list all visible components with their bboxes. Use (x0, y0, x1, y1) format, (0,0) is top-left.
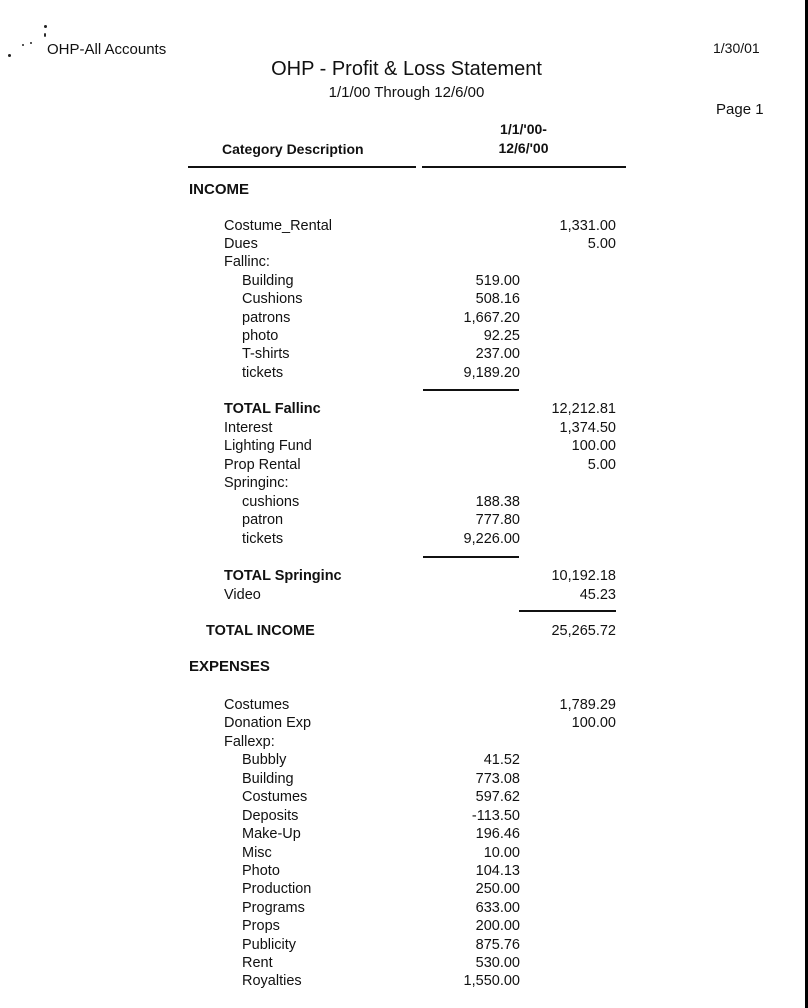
springinc-item-label: patron (242, 512, 284, 528)
fallexp-item-label: Misc (242, 845, 272, 861)
fallinc-item-value: 1,667.20 (463, 310, 520, 326)
prop-rental-value: 5.00 (587, 457, 616, 473)
fallinc-item-value: 519.00 (475, 273, 520, 289)
header-rule-category (188, 166, 416, 168)
springinc-item-value: 777.80 (475, 512, 520, 528)
interest-value: 1,374.50 (559, 420, 616, 436)
fallinc-subtotal-rule (423, 389, 519, 391)
fallexp-item-value: 200.00 (475, 918, 520, 934)
expenses-heading: EXPENSES (189, 658, 270, 675)
fallexp-item-label: Deposits (242, 808, 299, 824)
income-heading: INCOME (189, 181, 249, 198)
fallinc-total-value: 12,212.81 (551, 401, 616, 417)
prop-rental-label: Prop Rental (224, 457, 301, 473)
fallexp-item-value: -113.50 (471, 808, 520, 824)
springinc-item-value: 188.38 (475, 494, 520, 510)
period-header-line2: 12/6/'00 (498, 140, 549, 156)
fallexp-item-label: Royalties (242, 973, 302, 989)
fallexp-item-value: 773.08 (475, 771, 520, 787)
fallinc-item-value: 237.00 (475, 346, 520, 362)
income-total-rule (519, 610, 616, 612)
income-total-value: 25,265.72 (551, 623, 616, 639)
fallexp-item-value: 250.00 (475, 881, 520, 897)
fallexp-item-value: 104.13 (475, 863, 520, 879)
dues-label: Dues (224, 236, 258, 252)
report-date: 1/30/01 (713, 40, 760, 56)
fallexp-item-value: 875.76 (475, 937, 520, 953)
fallexp-item-value: 530.00 (475, 955, 520, 971)
page-number: Page 1 (716, 101, 764, 118)
fallexp-item-value: 196.46 (475, 826, 520, 842)
category-column-header: Category Description (222, 141, 364, 157)
fallinc-item-value: 92.25 (483, 328, 520, 344)
scan-speck (44, 33, 46, 37)
fallexp-item-label: Programs (242, 900, 305, 916)
costume-rental-label: Costume_Rental (224, 218, 332, 234)
springinc-item-label: cushions (242, 494, 300, 510)
fallinc-item-label: Cushions (242, 291, 303, 307)
header-rule-period (422, 166, 626, 168)
fallexp-item-label: Props (242, 918, 280, 934)
fallinc-item-value: 9,189.20 (463, 365, 520, 381)
costumes-value: 1,789.29 (559, 697, 616, 713)
lighting-fund-label: Lighting Fund (224, 438, 312, 454)
account-name: OHP-All Accounts (47, 41, 167, 58)
video-label: Video (224, 587, 261, 603)
donation-exp-value: 100.00 (571, 715, 616, 731)
date-range: 1/1/00 Through 12/6/00 (328, 84, 485, 101)
fallexp-item-value: 1,550.00 (463, 973, 520, 989)
video-value: 45.23 (579, 587, 616, 603)
dues-value: 5.00 (587, 236, 616, 252)
springinc-label: Springinc: (224, 475, 289, 491)
income-total-label: TOTAL INCOME (206, 623, 315, 639)
springinc-total-value: 10,192.18 (551, 568, 616, 584)
fallinc-label: Fallinc: (224, 254, 270, 270)
fallinc-item-label: T-shirts (242, 346, 290, 362)
springinc-total-label: TOTAL Springinc (224, 568, 342, 584)
fallinc-item-label: tickets (242, 365, 284, 381)
fallexp-item-value: 41.52 (483, 752, 520, 768)
period-column-header (420, 120, 627, 158)
fallexp-item-value: 10.00 (483, 845, 520, 861)
lighting-fund-value: 100.00 (571, 438, 616, 454)
page-title: OHP - Profit & Loss Statement (271, 58, 542, 80)
fallexp-label: Fallexp: (224, 734, 275, 750)
fallexp-item-label: Publicity (242, 937, 296, 953)
fallexp-item-label: Costumes (242, 789, 308, 805)
springinc-item-value: 9,226.00 (463, 531, 520, 547)
fallexp-item-label: Production (242, 881, 312, 897)
fallexp-item-label: Make-Up (242, 826, 301, 842)
fallinc-item-label: photo (242, 328, 279, 344)
scan-speck (44, 25, 47, 28)
fallinc-item-label: patrons (242, 310, 291, 326)
scan-speck (30, 42, 32, 44)
interest-label: Interest (224, 420, 273, 436)
springinc-subtotal-rule (423, 556, 519, 558)
fallexp-item-label: Rent (242, 955, 273, 971)
fallinc-total-label: TOTAL Fallinc (224, 401, 321, 417)
period-header-line1: 1/1/'00- (500, 121, 547, 137)
fallexp-item-value: 597.62 (475, 789, 520, 805)
springinc-item-label: tickets (242, 531, 284, 547)
fallinc-item-label: Building (242, 273, 294, 289)
donation-exp-label: Donation Exp (224, 715, 312, 731)
fallexp-item-label: Bubbly (242, 752, 287, 768)
costumes-label: Costumes (224, 697, 290, 713)
scan-speck (8, 54, 11, 57)
fallexp-item-value: 633.00 (475, 900, 520, 916)
costume-rental-value: 1,331.00 (559, 218, 616, 234)
scan-speck (22, 44, 24, 46)
fallexp-item-label: Photo (242, 863, 280, 879)
fallexp-item-label: Building (242, 771, 294, 787)
fallinc-item-value: 508.16 (475, 291, 520, 307)
